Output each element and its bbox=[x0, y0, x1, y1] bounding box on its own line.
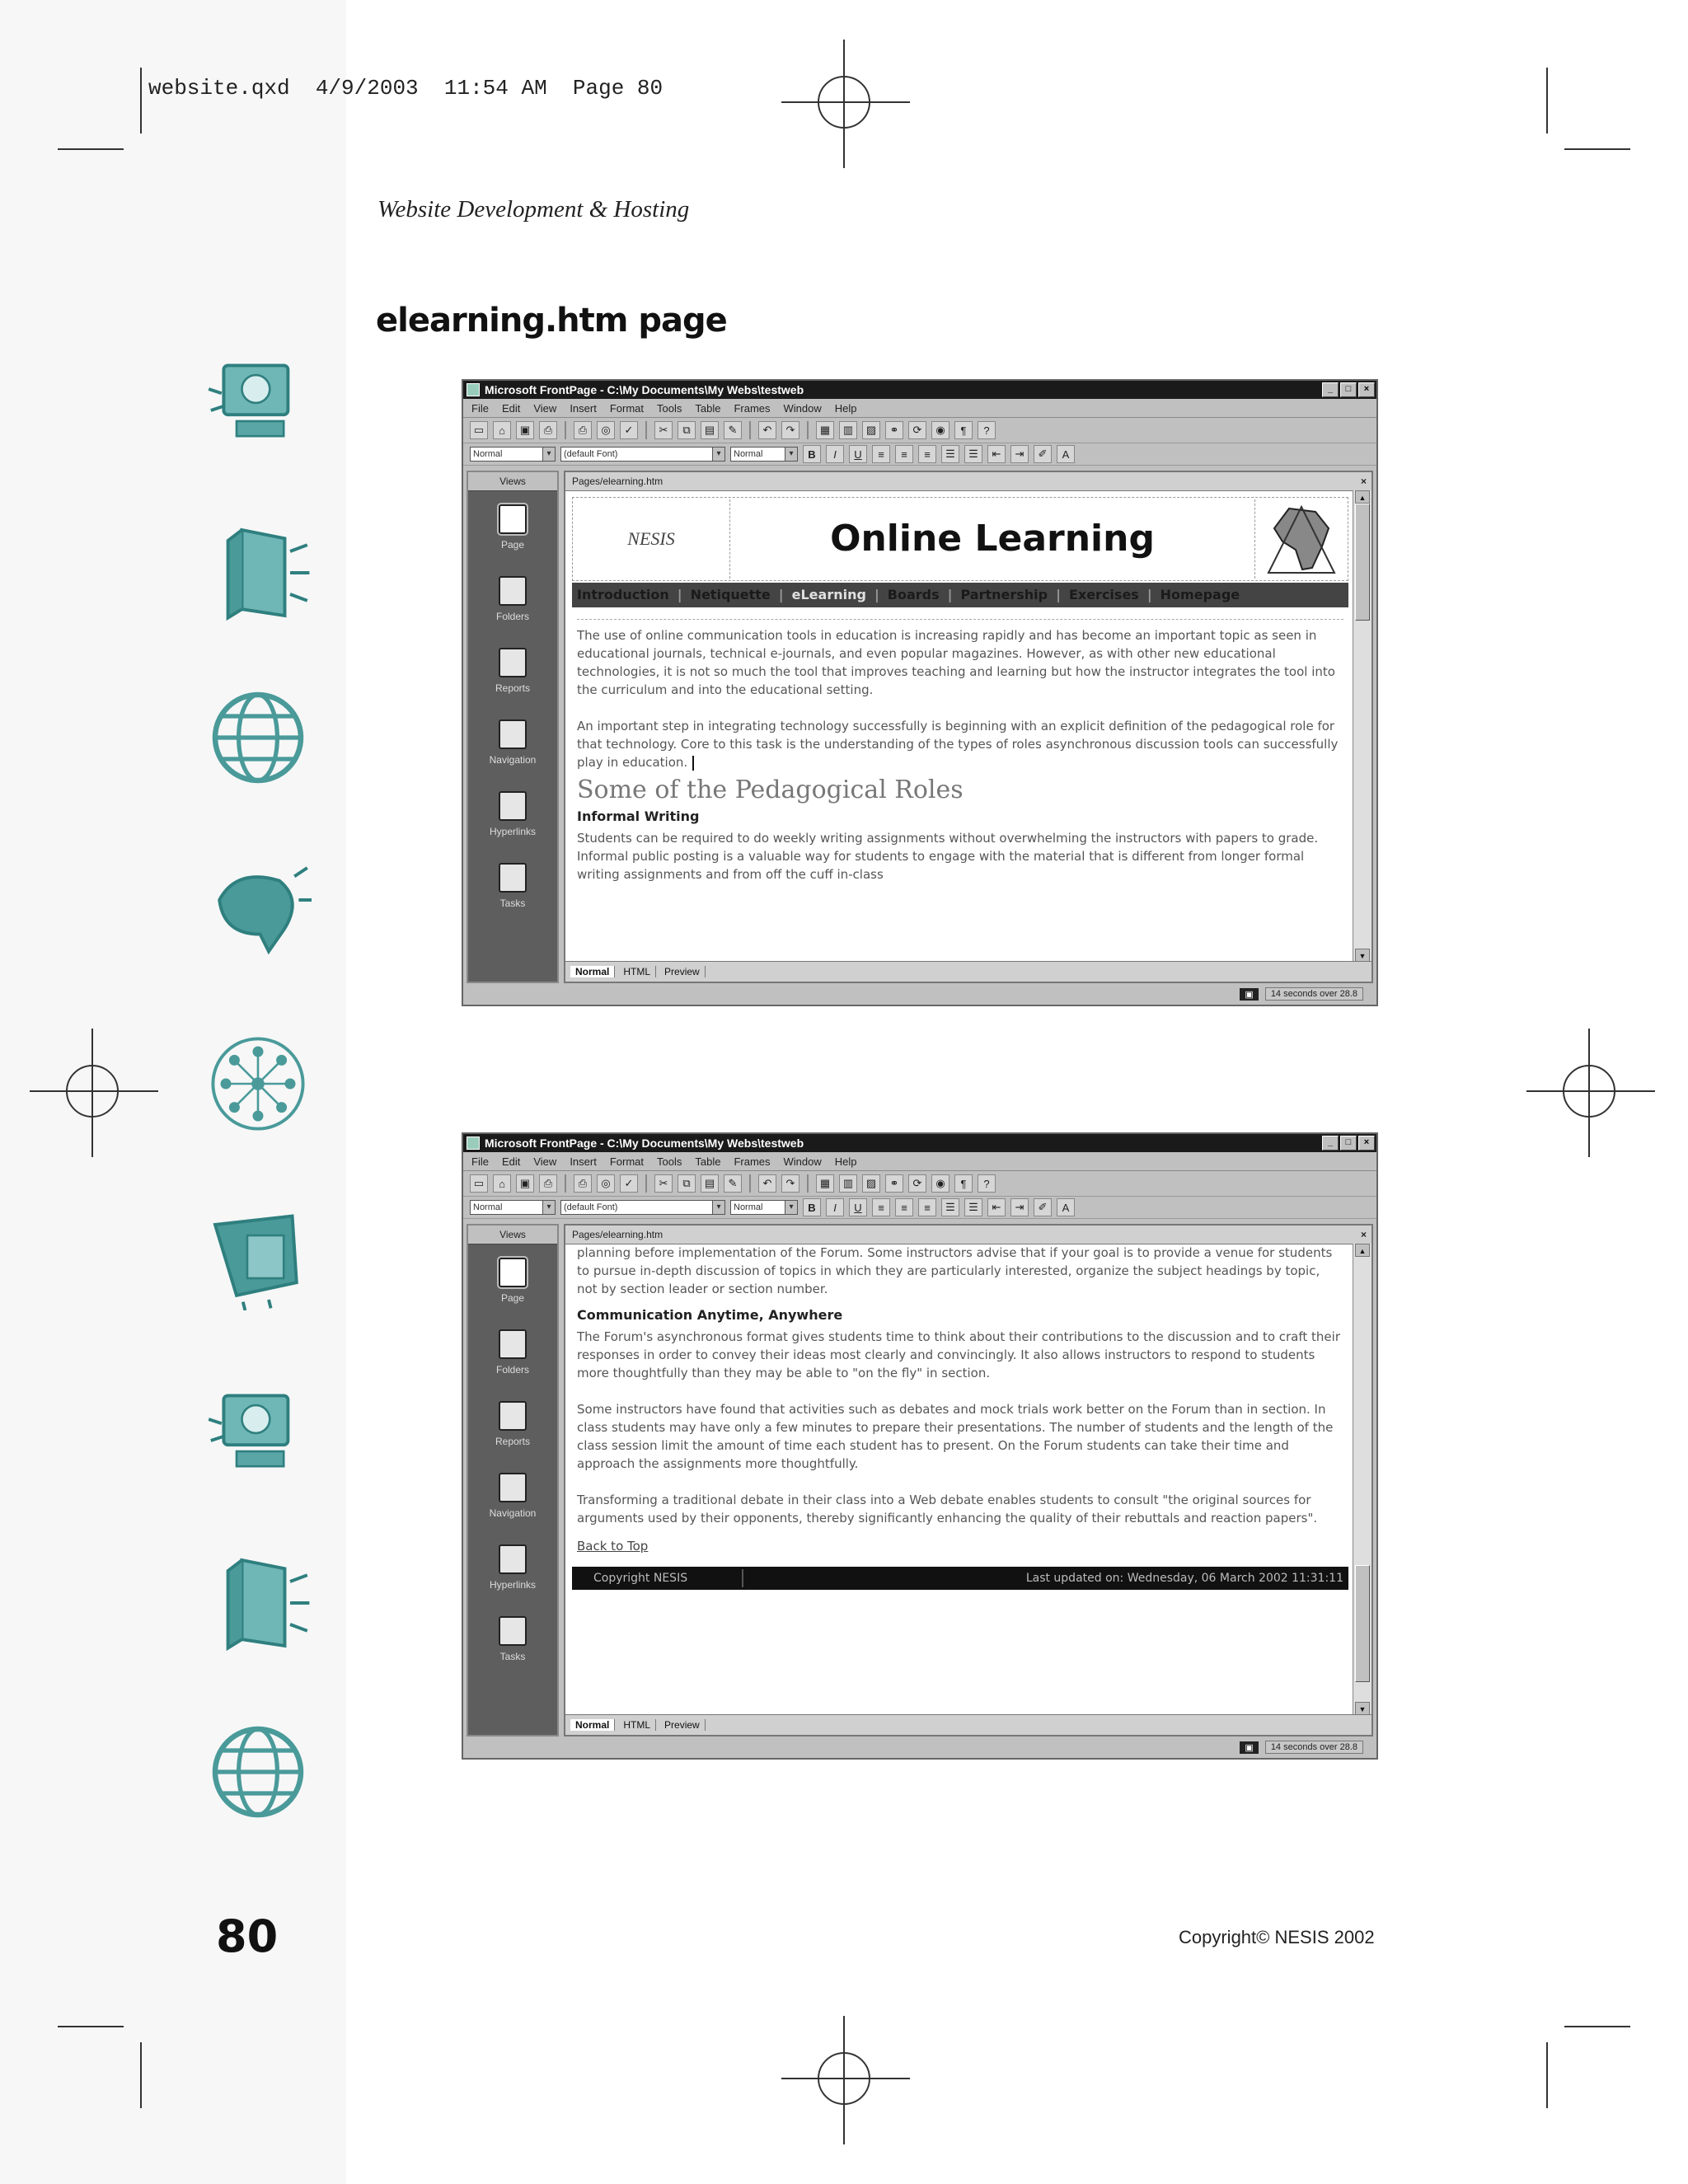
navigation-view-icon bbox=[499, 1473, 527, 1502]
view-label: Tasks bbox=[499, 1650, 526, 1662]
back-to-top-link[interactable]: Back to Top bbox=[577, 1539, 649, 1554]
window-title: Microsoft FrontPage - C:\My Documents\My Webs\testweb bbox=[485, 383, 804, 396]
minimize-button[interactable]: _ bbox=[1322, 1136, 1339, 1151]
menu-help[interactable]: Help bbox=[834, 401, 857, 415]
views-header: Views bbox=[468, 1226, 557, 1244]
scroll-down-icon[interactable]: ▼ bbox=[1355, 1702, 1370, 1715]
reports-view-icon bbox=[499, 1401, 527, 1431]
vertical-scrollbar[interactable] bbox=[1353, 1244, 1372, 1715]
close-button[interactable]: × bbox=[1358, 1136, 1375, 1151]
size-select[interactable]: Normal ▾ bbox=[730, 447, 798, 462]
crop-mark bbox=[58, 148, 124, 150]
text-cursor bbox=[692, 756, 694, 771]
footer-last-updated: Last updated on: Wednesday, 06 March 2002 11:31:11 bbox=[1025, 1572, 1343, 1585]
hyperlinks-view-icon bbox=[499, 1544, 527, 1574]
download-time: 14 seconds over 28.8 bbox=[1265, 987, 1363, 1001]
menu-view[interactable]: View bbox=[533, 401, 557, 415]
nav-partnership[interactable]: Partnership bbox=[960, 587, 1048, 602]
view-label: Navigation bbox=[489, 1507, 537, 1519]
size-select[interactable]: Normal ▾ bbox=[730, 1200, 798, 1215]
globe-icon bbox=[204, 684, 312, 791]
toolbar-separator bbox=[565, 1174, 566, 1193]
nav-elearning[interactable]: eLearning bbox=[791, 587, 866, 602]
hyperlink-icon[interactable]: ⚭ bbox=[885, 1174, 903, 1193]
spelling-icon[interactable]: ✓ bbox=[620, 1174, 638, 1193]
cut-icon[interactable]: ✂ bbox=[654, 421, 673, 439]
align-center-icon[interactable]: ≡ bbox=[895, 1198, 913, 1216]
cut-icon[interactable]: ✂ bbox=[654, 1174, 673, 1193]
font-select[interactable]: (default Font) ▾ bbox=[560, 447, 725, 462]
copy-icon[interactable]: ⧉ bbox=[678, 421, 696, 439]
views-bar bbox=[467, 471, 559, 983]
status-bar bbox=[463, 983, 1376, 1005]
font-color-icon[interactable]: A bbox=[1057, 1198, 1075, 1216]
align-left-icon[interactable]: ≡ bbox=[872, 1198, 890, 1216]
stop-icon[interactable]: ◉ bbox=[931, 1174, 950, 1193]
page-banner bbox=[572, 497, 1348, 581]
print-slug: website.qxd 4/9/2003 11:54 AM Page 80 bbox=[148, 76, 663, 101]
numbered-list-icon[interactable]: ☰ bbox=[941, 1198, 959, 1216]
paste-icon[interactable]: ▤ bbox=[701, 1174, 719, 1193]
menu-edit[interactable]: Edit bbox=[501, 1155, 521, 1168]
stop-icon[interactable]: ◉ bbox=[931, 421, 950, 439]
window-title: Microsoft FrontPage - C:\My Documents\My Webs\testweb bbox=[485, 1137, 804, 1150]
tab-html[interactable]: HTML bbox=[618, 966, 656, 977]
align-right-icon[interactable]: ≡ bbox=[918, 1198, 936, 1216]
close-editor-icon[interactable]: × bbox=[1360, 1229, 1367, 1240]
view-hyperlinks[interactable] bbox=[468, 1531, 557, 1603]
editor-path: Pages/elearning.htm bbox=[572, 1229, 663, 1240]
toolbar-separator bbox=[749, 421, 751, 439]
nav-separator: | bbox=[677, 587, 682, 602]
align-right-icon[interactable]: ≡ bbox=[918, 445, 936, 463]
underline-button[interactable]: U bbox=[849, 1198, 867, 1216]
nesis-logo: NESIS bbox=[573, 499, 730, 579]
menu-tools[interactable]: Tools bbox=[657, 401, 682, 415]
highlight-icon[interactable]: ✐ bbox=[1034, 1198, 1052, 1216]
crop-mark bbox=[1546, 68, 1548, 134]
navigation-view-icon bbox=[499, 719, 527, 749]
format-painter-icon[interactable]: ✎ bbox=[724, 1174, 742, 1193]
status-bar bbox=[463, 1736, 1376, 1758]
registration-mark bbox=[818, 76, 870, 129]
crop-mark bbox=[1546, 2042, 1548, 2108]
increase-indent-icon[interactable]: ⇥ bbox=[1010, 1198, 1029, 1216]
decorative-icon-column bbox=[0, 0, 346, 2184]
site-navbar bbox=[572, 583, 1348, 607]
vertical-scrollbar[interactable] bbox=[1353, 490, 1372, 962]
network-icon bbox=[204, 1030, 312, 1137]
page-editor bbox=[564, 471, 1373, 983]
toolbar-separator bbox=[749, 1174, 751, 1193]
informal-writing-paragraph: Students can be required to do weekly writing assignments without overwhelming the instructors with papers to grade. Informal public posting is a valuable way for students to engage with the material that is different from longer formal writing assignments and from off the cuff in-class bbox=[577, 831, 1319, 882]
italic-button[interactable]: I bbox=[826, 445, 844, 463]
menu-bar bbox=[463, 399, 1376, 418]
running-header: Website Development & Hosting bbox=[377, 196, 690, 223]
folders-view-icon bbox=[499, 576, 527, 606]
copy-icon[interactable]: ⧉ bbox=[678, 1174, 696, 1193]
redo-icon[interactable]: ↷ bbox=[781, 1174, 799, 1193]
open-icon[interactable]: ⌂ bbox=[493, 421, 511, 439]
window-titlebar bbox=[463, 381, 1376, 399]
menu-view[interactable]: View bbox=[533, 1155, 557, 1168]
view-page[interactable] bbox=[468, 1244, 557, 1316]
print-icon[interactable]: ⎙ bbox=[574, 1174, 592, 1193]
save-icon[interactable]: ▣ bbox=[516, 421, 534, 439]
view-folders[interactable] bbox=[468, 1316, 557, 1388]
crop-mark bbox=[140, 68, 142, 134]
preview-icon[interactable]: ◎ bbox=[597, 1174, 615, 1193]
tab-html[interactable]: HTML bbox=[618, 1719, 656, 1731]
paste-icon[interactable]: ▤ bbox=[701, 421, 719, 439]
view-reports[interactable] bbox=[468, 635, 557, 706]
view-label: Reports bbox=[495, 1435, 531, 1447]
crop-mark bbox=[1564, 2026, 1630, 2027]
style-select[interactable]: Normal ▾ bbox=[470, 447, 556, 462]
view-label: Folders bbox=[495, 1363, 529, 1376]
tab-normal[interactable]: Normal bbox=[570, 1719, 615, 1731]
view-folders[interactable] bbox=[468, 563, 557, 635]
menu-format[interactable]: Format bbox=[609, 401, 644, 415]
menu-file[interactable]: File bbox=[471, 401, 489, 415]
decrease-indent-icon[interactable]: ⇤ bbox=[987, 445, 1006, 463]
print-icon[interactable]: ⎙ bbox=[574, 421, 592, 439]
document-content[interactable] bbox=[572, 497, 1348, 958]
crop-mark bbox=[140, 2042, 142, 2108]
view-label: Page bbox=[500, 538, 525, 551]
computer-icon bbox=[204, 1376, 312, 1483]
window-titlebar bbox=[463, 1134, 1376, 1152]
africa-map-icon bbox=[1254, 499, 1348, 579]
workspace bbox=[463, 1224, 1376, 1736]
informal-writing-heading: Informal Writing bbox=[577, 808, 700, 824]
globe-icon bbox=[204, 1718, 312, 1825]
show-all-icon[interactable]: ¶ bbox=[954, 421, 973, 439]
scroll-up-icon[interactable]: ▲ bbox=[1355, 490, 1370, 504]
communication-heading: Communication Anytime, Anywhere bbox=[577, 1307, 843, 1323]
standard-toolbar bbox=[463, 1171, 1376, 1197]
frontpage-window bbox=[462, 1132, 1378, 1760]
tasks-view-icon bbox=[499, 863, 527, 893]
views-bar bbox=[467, 1224, 559, 1736]
formatting-toolbar bbox=[463, 443, 1376, 466]
editor-header bbox=[565, 472, 1372, 491]
format-painter-icon[interactable]: ✎ bbox=[724, 421, 742, 439]
view-label: Page bbox=[500, 1291, 525, 1304]
insert-table-icon[interactable]: ▥ bbox=[839, 421, 857, 439]
undo-icon[interactable]: ↶ bbox=[758, 1174, 776, 1193]
italic-button[interactable]: I bbox=[826, 1198, 844, 1216]
crop-mark bbox=[1564, 148, 1630, 150]
view-label: Hyperlinks bbox=[489, 825, 536, 837]
publish-icon[interactable]: ⎙ bbox=[539, 421, 557, 439]
page-footer bbox=[572, 1567, 1348, 1590]
async-format-paragraph: The Forum's asynchronous format gives students time to think about their contributions to the discussion and to craft their responses in order to convey their ideas most clearly and convincingly. It also allows instructors to respond to students more thoughtfully than they may be able to "on the fly" in section. bbox=[577, 1329, 1340, 1380]
underline-button[interactable]: U bbox=[849, 445, 867, 463]
status-mode-icon: ▣ bbox=[1240, 988, 1258, 1001]
refresh-icon[interactable]: ⟳ bbox=[908, 1174, 926, 1193]
toolbar-separator bbox=[645, 421, 647, 439]
views-header: Views bbox=[468, 472, 557, 491]
nav-separator: | bbox=[778, 587, 784, 602]
increase-indent-icon[interactable]: ⇥ bbox=[1010, 445, 1029, 463]
footer-copyright: Copyright NESIS bbox=[572, 1569, 743, 1587]
nav-exercises[interactable]: Exercises bbox=[1068, 587, 1139, 602]
view-label: Hyperlinks bbox=[489, 1578, 536, 1591]
scroll-down-icon[interactable]: ▼ bbox=[1355, 949, 1370, 962]
crop-mark bbox=[58, 2026, 124, 2027]
registration-mark bbox=[66, 1065, 119, 1118]
nav-homepage[interactable]: Homepage bbox=[1160, 587, 1240, 602]
minimize-button[interactable]: _ bbox=[1322, 382, 1339, 397]
style-select[interactable]: Normal ▾ bbox=[470, 1200, 556, 1215]
menu-insert[interactable]: Insert bbox=[570, 401, 597, 415]
menu-table[interactable]: Table bbox=[695, 401, 721, 415]
forum-planning-paragraph: planning before implementation of the Forum. Some instructors advise that if your goal is to provide a venue for students to pursue in-depth discussion of topics in which they are particularly interested, organize the subject headings by topic, not by section leader or section number. bbox=[577, 1245, 1333, 1296]
bulleted-list-icon[interactable]: ☰ bbox=[964, 445, 982, 463]
view-label: Tasks bbox=[499, 897, 526, 909]
font-color-icon[interactable]: A bbox=[1057, 445, 1075, 463]
server-tower-icon bbox=[204, 519, 312, 626]
computer-icon bbox=[204, 346, 312, 453]
menu-insert[interactable]: Insert bbox=[570, 1155, 597, 1168]
speech-bubble-icon bbox=[204, 857, 312, 964]
view-page[interactable] bbox=[468, 491, 557, 563]
registration-mark bbox=[818, 2052, 870, 2105]
app-icon bbox=[467, 383, 480, 396]
highlight-icon[interactable]: ✐ bbox=[1034, 445, 1052, 463]
numbered-list-icon[interactable]: ☰ bbox=[941, 445, 959, 463]
menu-tools[interactable]: Tools bbox=[657, 1155, 682, 1168]
section-title: elearning.htm page bbox=[376, 302, 727, 340]
formatting-toolbar bbox=[463, 1197, 1376, 1219]
view-label: Navigation bbox=[489, 753, 537, 766]
insert-picture-icon[interactable]: ▨ bbox=[862, 421, 880, 439]
editor-header bbox=[565, 1226, 1372, 1244]
nav-separator: | bbox=[1146, 587, 1152, 602]
open-icon[interactable]: ⌂ bbox=[493, 1174, 511, 1193]
insert-table-icon[interactable]: ▥ bbox=[839, 1174, 857, 1193]
maximize-button[interactable]: □ bbox=[1340, 382, 1357, 397]
app-icon bbox=[467, 1137, 480, 1150]
workspace bbox=[463, 471, 1376, 983]
close-editor-icon[interactable]: × bbox=[1360, 476, 1367, 487]
pedagogy-text: An important step in integrating technology successfully is beginning with an explicit definition of the pedagogical role for that technology. Core to this task is the understanding of the types of roles asynchronous discussion tools can successfully play in education. bbox=[577, 719, 1339, 770]
standard-toolbar bbox=[463, 418, 1376, 443]
view-tasks[interactable] bbox=[468, 1603, 557, 1675]
preview-icon[interactable]: ◎ bbox=[597, 421, 615, 439]
banner-title: Online Learning bbox=[830, 518, 1155, 560]
download-time: 14 seconds over 28.8 bbox=[1265, 1741, 1363, 1754]
tab-preview[interactable]: Preview bbox=[659, 1719, 706, 1731]
toolbar-separator bbox=[645, 1174, 647, 1193]
menu-frames[interactable]: Frames bbox=[734, 401, 771, 415]
view-tabs bbox=[565, 961, 1372, 982]
hyperlinks-view-icon bbox=[499, 791, 527, 821]
view-tabs bbox=[565, 1714, 1372, 1735]
toolbar-separator bbox=[807, 1174, 809, 1193]
align-left-icon[interactable]: ≡ bbox=[872, 445, 890, 463]
tasks-view-icon bbox=[499, 1616, 527, 1646]
scroll-up-icon[interactable]: ▲ bbox=[1355, 1244, 1370, 1257]
tab-preview[interactable]: Preview bbox=[659, 966, 706, 977]
redo-icon[interactable]: ↷ bbox=[781, 421, 799, 439]
nav-separator: | bbox=[947, 587, 953, 602]
menu-bar bbox=[463, 1152, 1376, 1171]
help-icon[interactable]: ? bbox=[978, 1174, 996, 1193]
page-view-icon bbox=[499, 504, 527, 534]
registration-mark bbox=[1563, 1065, 1615, 1118]
view-label: Reports bbox=[495, 682, 531, 694]
align-center-icon[interactable]: ≡ bbox=[895, 445, 913, 463]
view-navigation[interactable] bbox=[468, 1460, 557, 1531]
bold-button[interactable]: B bbox=[803, 1198, 821, 1216]
spelling-icon[interactable]: ✓ bbox=[620, 421, 638, 439]
menu-table[interactable]: Table bbox=[695, 1155, 721, 1168]
refresh-icon[interactable]: ⟳ bbox=[908, 421, 926, 439]
publish-icon[interactable]: ⎙ bbox=[539, 1174, 557, 1193]
maximize-button[interactable]: □ bbox=[1340, 1136, 1357, 1151]
hyperlink-icon[interactable]: ⚭ bbox=[885, 421, 903, 439]
roles-heading: Some of the Pedagogical Roles bbox=[577, 776, 964, 804]
insert-picture-icon[interactable]: ▨ bbox=[862, 1174, 880, 1193]
font-select[interactable]: (default Font) ▾ bbox=[560, 1200, 725, 1215]
server-tower-icon bbox=[204, 1549, 312, 1657]
decrease-indent-icon[interactable]: ⇤ bbox=[987, 1198, 1006, 1216]
view-reports[interactable] bbox=[468, 1388, 557, 1460]
view-navigation[interactable] bbox=[468, 706, 557, 778]
pedagogy-paragraph bbox=[577, 710, 1343, 771]
bulleted-list-icon[interactable]: ☰ bbox=[964, 1198, 982, 1216]
new-page-icon[interactable]: ▭ bbox=[470, 1174, 488, 1193]
document-content[interactable] bbox=[572, 1244, 1348, 1712]
page-editor bbox=[564, 1224, 1373, 1736]
page-copyright: Copyright© NESIS 2002 bbox=[1179, 1927, 1375, 1947]
page-view-icon bbox=[499, 1258, 527, 1287]
status-mode-icon: ▣ bbox=[1240, 1741, 1258, 1754]
save-icon[interactable]: ▣ bbox=[516, 1174, 534, 1193]
editor-path: Pages/elearning.htm bbox=[572, 476, 663, 487]
menu-help[interactable]: Help bbox=[834, 1155, 857, 1168]
insert-component-icon[interactable]: ▦ bbox=[816, 1174, 834, 1193]
intro-paragraph: The use of online communication tools in education is increasing rapidly and has become an important topic as seen in educational journals, technical e-journals, and even popular magazines. However, as with other new educational technologies, it is not so much the tool that improves teaching and learning but how the instructor integrates the tool into the curriculum and into the educational setting. bbox=[577, 619, 1343, 699]
menu-frames[interactable]: Frames bbox=[734, 1155, 771, 1168]
toolbar-separator bbox=[807, 421, 809, 439]
frontpage-window bbox=[462, 379, 1378, 1006]
toolbar-separator bbox=[565, 421, 566, 439]
new-page-icon[interactable]: ▭ bbox=[470, 421, 488, 439]
scroll-thumb[interactable] bbox=[1355, 504, 1370, 621]
tab-normal[interactable]: Normal bbox=[570, 966, 615, 977]
nav-separator: | bbox=[874, 587, 879, 602]
nav-introduction[interactable]: Introduction bbox=[577, 587, 669, 602]
menu-file[interactable]: File bbox=[471, 1155, 489, 1168]
web-debate-paragraph: Transforming a traditional debate in their class into a Web debate enables students to consult "the original sources for arguments used by their opponents, thereby significantly enhancing the quality of their rebuttals and reaction papers". bbox=[577, 1493, 1318, 1526]
menu-window[interactable]: Window bbox=[783, 401, 822, 415]
nav-boards[interactable]: Boards bbox=[887, 587, 940, 602]
close-button[interactable]: × bbox=[1358, 382, 1375, 397]
view-hyperlinks[interactable] bbox=[468, 778, 557, 850]
scroll-thumb[interactable] bbox=[1355, 1565, 1370, 1682]
folder-icon bbox=[204, 1203, 312, 1310]
reports-view-icon bbox=[499, 648, 527, 677]
menu-window[interactable]: Window bbox=[783, 1155, 822, 1168]
folders-view-icon bbox=[499, 1329, 527, 1359]
debates-paragraph: Some instructors have found that activities such as debates and mock trials work better on the Forum than in section. In class students may have only a few minutes to prepare their presentations. The number of students and the length of the class session limit the amount of time each student has to present. On the Forum students can take their time and approach the assignments more thoughtfully. bbox=[577, 1402, 1334, 1471]
help-icon[interactable]: ? bbox=[978, 421, 996, 439]
view-tasks[interactable] bbox=[468, 850, 557, 921]
undo-icon[interactable]: ↶ bbox=[758, 421, 776, 439]
bold-button[interactable]: B bbox=[803, 445, 821, 463]
view-label: Folders bbox=[495, 610, 529, 622]
menu-edit[interactable]: Edit bbox=[501, 401, 521, 415]
page-number: 80 bbox=[216, 1910, 279, 1962]
nav-separator: | bbox=[1056, 587, 1061, 602]
menu-format[interactable]: Format bbox=[609, 1155, 644, 1168]
nav-netiquette[interactable]: Netiquette bbox=[690, 587, 771, 602]
insert-component-icon[interactable]: ▦ bbox=[816, 421, 834, 439]
show-all-icon[interactable]: ¶ bbox=[954, 1174, 973, 1193]
